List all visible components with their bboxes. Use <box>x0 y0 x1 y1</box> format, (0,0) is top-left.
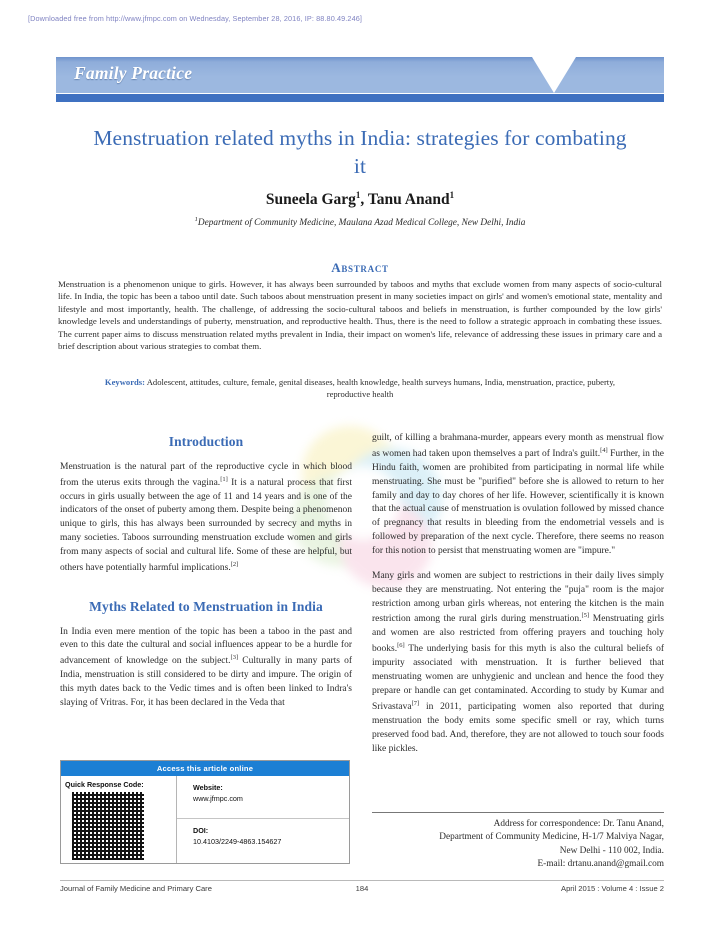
paragraph: guilt, of killing a brahmana-murder, appears every month as menstrual flow as women had taken upon themselves a part of Indra's guilt.[4] Further, in the Hindu faith, women are prohibited from participating in normal life while menstruating. She must be "purified" before she is allowed to return to her family and day to day chores of her life. However, scientifically it is known that the actual cause of menstruation is ovulation followed by missed chance of pregnancy that results in bleeding from the endometrial vessels and is followed by preparation of the next cycle. Therefore, there seems no reason for this notion to persist that menstruating women are "impure." <box>372 433 664 557</box>
access-article-box <box>60 760 350 864</box>
author-list: Suneela Garg$^1$, Tanu Anand$^1$ <box>265 190 455 209</box>
abstract-heading: Abstract <box>331 260 389 275</box>
access-box-header: Access this article online <box>61 761 349 776</box>
journal-section-banner <box>56 57 664 104</box>
footer-journal-name: Journal of Family Medicine and Primary Care <box>60 884 212 893</box>
left-column <box>60 432 352 722</box>
correspondence-divider <box>372 812 664 813</box>
correspondence-block <box>372 818 664 871</box>
doi-value[interactable]: 10.4103/2249-4863.154627 <box>193 837 282 846</box>
website-value[interactable]: www.jfmpc.com <box>193 794 243 803</box>
section-heading-introduction: Introduction <box>168 434 244 449</box>
doi-label: DOI: <box>193 826 209 835</box>
abstract-body: Menstruation is a phenomenon unique to girls. However, it has always been surrounded by taboos and myths that exclude women from many aspects of socio-cultural life. In India, the topic has been a taboo until date. Such taboos about menstruation present in many societies impact on girls' and women's emotional state, mentality and lifestyle and most importantly, health. The challenge, of addressing the socio-cultural taboos and beliefs in menstruation, is further compounded by the low girls' knowledge levels and understandings of puberty, menstruation, and reproductive health. Thus, there is the need to follow a strategic approach in combating these issues. The current paper aims to discuss menstruation related myths prevalent in India, their impact on women's life, relevance of addressing these issues in primary care and a brief description about various strategies to combat them. <box>58 279 662 352</box>
download-notice: [Downloaded free from http://www.jfmpc.com on Wednesday, September 28, 2016, IP: 88.80.49.246] <box>28 14 363 23</box>
page-footer <box>60 884 664 898</box>
paragraph: In India even mere mention of the topic has been a taboo in the past and even to this date the cultural and social influences appear to be a hurdle for advancement of knowledge on the subject.[3] Culturally in many parts of India, menstruation is still considered to be dirty and impure. The origin of this myth dates back to the Vedic times and is often been linked to Indra's slaying of Vritras. For, it has been declared in the Veda that <box>60 626 352 709</box>
paragraph: Menstruation is the natural part of the reproductive cycle in which blood from the uterus exits through the vagina.[1] It is a natural process that first occurs in girls usually between the age of 11 and 14 years and is one of the indicators of the onset of puberty among them. Despite being a phenomenon unique to girls, this has always been surrounded by secrecy and myths in many societies. Taboos surrounding menstruation exclude women and girls from many aspects of social and cultural life. Some of these are helpful, but others have potentially harmful implications.[2] <box>60 461 352 574</box>
keywords-label: Keywords: <box>104 377 146 387</box>
website-label: Website: <box>193 783 223 792</box>
correspondence-address: Department of Community Medicine, H-1/7 Malviya Nagar, <box>439 832 664 843</box>
banner-accent-bar <box>56 94 664 102</box>
banner-notch-icon <box>532 57 576 93</box>
keywords-list: Adolescent, attitudes, culture, female, genital diseases, health knowledge, health surveys humans, India, menstruation, practice, puberty, reproductive health <box>146 377 616 400</box>
footer-page-number: 184 <box>355 884 369 893</box>
qr-code-cell <box>61 776 177 863</box>
keywords-block <box>92 376 628 401</box>
footer-issue: April 2015 : Volume 4 : Issue 2 <box>561 884 664 893</box>
qr-code-icon[interactable] <box>72 792 144 860</box>
website-cell <box>177 776 349 819</box>
qr-code-label: Quick Response Code: <box>65 780 144 789</box>
right-column <box>372 432 664 768</box>
section-heading-myths: Myths Related to Menstruation in India <box>89 598 323 614</box>
correspondence-email[interactable]: E-mail: drtanu.anand@gmail.com <box>537 858 664 869</box>
correspondence-city: New Delhi - 110 002, India. <box>559 845 664 856</box>
doi-cell <box>177 819 349 862</box>
affiliation: $^1$Department of Community Medicine, Maulana Azad Medical College, New Delhi, India <box>194 216 526 229</box>
footer-divider <box>60 880 664 881</box>
page-title: Menstruation related myths in India: strategies for combating it <box>93 126 627 179</box>
banner-label: Family Practice <box>74 63 193 83</box>
correspondence-name: Dr. Tanu Anand, <box>602 819 664 829</box>
correspondence-label: Address for correspondence: <box>493 819 601 829</box>
paragraph: Many girls and women are subject to restrictions in their daily lives simply because they are menstruating. Not entering the "puja" room is the major restriction among urban girls whereas, not entering the kitchen is the main restriction among the rural girls during menstruation.[5] Menstruating girls and women are also restricted from offering prayers and touching holy books.[6] The underlying basis for this myth is also the cultural beliefs of impurity associated with menstruation. It is further believed that menstruating women are unhygienic and unclean and hence the food they prepare or handle can get contaminated. According to study by Kumar and Srivastava[7] in 2011, participating women also reported that during menstruation the body emits some specific smell or ray, which turns preserved food bad. And, therefore, they are not allowed to touch sour foods like pickles. <box>372 570 664 754</box>
